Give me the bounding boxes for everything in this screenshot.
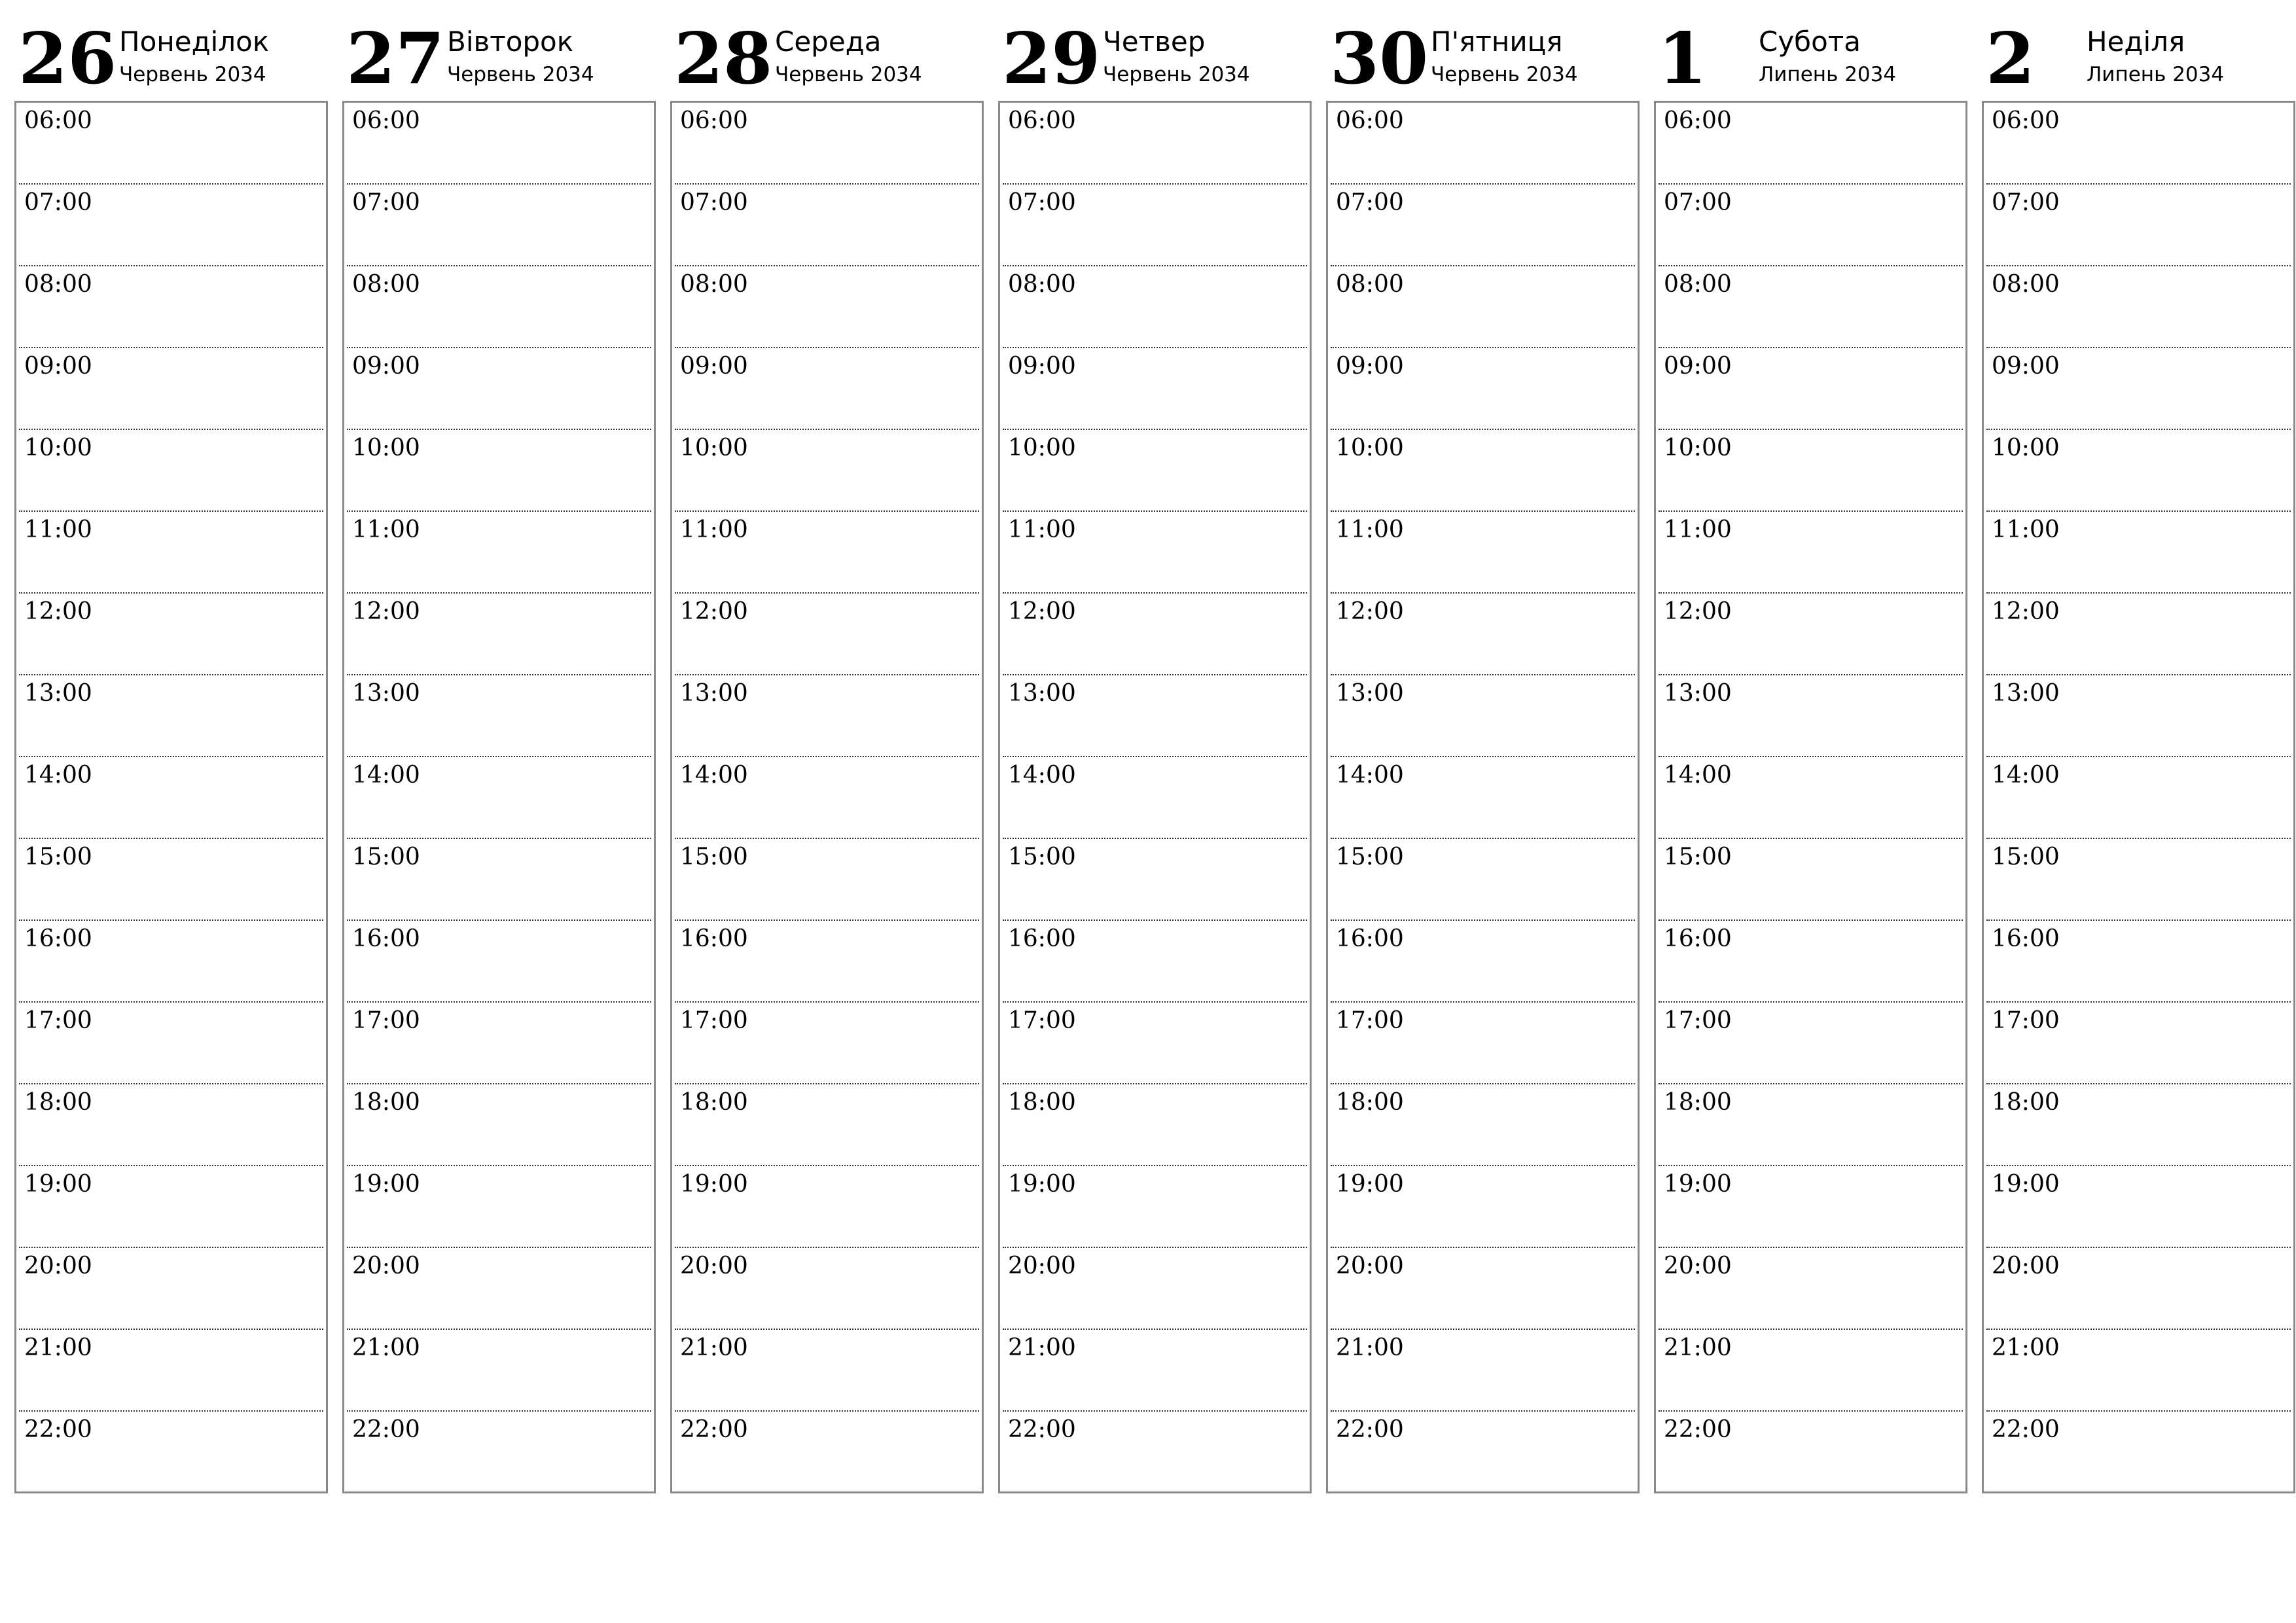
day-header <box>998 18 1312 101</box>
day-header <box>342 18 656 101</box>
time-slot[interactable] <box>347 430 651 512</box>
time-label: 14:00 <box>1992 762 2060 789</box>
time-slot[interactable] <box>19 1003 323 1084</box>
time-label: 11:00 <box>680 516 748 543</box>
time-label: 12:00 <box>24 598 92 625</box>
time-slot[interactable] <box>347 921 651 1003</box>
time-label: 08:00 <box>1008 271 1076 298</box>
time-label: 08:00 <box>1992 271 2060 298</box>
month-year-label: Червень 2034 <box>119 63 266 86</box>
day-schedule-box <box>1982 101 2295 1493</box>
day-number: 29 <box>1002 18 1101 100</box>
time-slot[interactable] <box>1659 103 1963 185</box>
time-label: 19:00 <box>1008 1171 1076 1198</box>
time-label: 13:00 <box>680 680 748 707</box>
day-column <box>998 18 1312 1493</box>
time-slot[interactable] <box>1986 1248 2291 1330</box>
time-label: 07:00 <box>1664 189 1732 216</box>
time-label: 18:00 <box>24 1089 92 1116</box>
time-slot[interactable] <box>19 1330 323 1412</box>
time-slot[interactable] <box>19 757 323 839</box>
time-label: 20:00 <box>1336 1253 1404 1279</box>
time-label: 12:00 <box>1008 598 1076 625</box>
time-label: 13:00 <box>352 680 420 707</box>
day-column <box>14 18 328 1493</box>
time-slot[interactable] <box>1331 839 1635 921</box>
time-slot[interactable] <box>1986 921 2291 1003</box>
time-label: 07:00 <box>1008 189 1076 216</box>
time-slot[interactable] <box>347 103 651 185</box>
day-schedule-box <box>998 101 1312 1493</box>
day-column <box>1326 18 1640 1493</box>
time-label: 08:00 <box>24 271 92 298</box>
time-slot[interactable] <box>1331 1330 1635 1412</box>
time-slot[interactable] <box>19 1084 323 1166</box>
time-label: 17:00 <box>1664 1007 1732 1034</box>
time-slot[interactable] <box>1986 1084 2291 1166</box>
time-label: 06:00 <box>1336 107 1404 134</box>
time-slot[interactable] <box>1003 675 1307 757</box>
time-slot[interactable] <box>1003 757 1307 839</box>
time-slot[interactable] <box>675 675 979 757</box>
day-number: 2 <box>1986 18 2036 100</box>
time-slot[interactable] <box>347 1330 651 1412</box>
time-slot[interactable] <box>1986 1330 2291 1412</box>
time-slot[interactable] <box>347 1084 651 1166</box>
time-label: 10:00 <box>1336 435 1404 461</box>
time-slot[interactable] <box>1003 185 1307 266</box>
time-label: 13:00 <box>24 680 92 707</box>
time-label: 22:00 <box>24 1416 92 1443</box>
time-label: 20:00 <box>1992 1253 2060 1279</box>
time-label: 11:00 <box>352 516 420 543</box>
time-label: 13:00 <box>1992 680 2060 707</box>
time-label: 16:00 <box>1336 925 1404 952</box>
time-label: 11:00 <box>1992 516 2060 543</box>
time-label: 20:00 <box>24 1253 92 1279</box>
month-year-label: Червень 2034 <box>1431 63 1578 86</box>
time-slot[interactable] <box>1986 675 2291 757</box>
time-slot[interactable] <box>1003 921 1307 1003</box>
time-label: 09:00 <box>1008 353 1076 380</box>
day-number: 26 <box>18 18 117 100</box>
time-label: 10:00 <box>24 435 92 461</box>
time-slot[interactable] <box>347 839 651 921</box>
time-label: 19:00 <box>1664 1171 1732 1198</box>
time-slot[interactable] <box>1331 266 1635 348</box>
time-slot[interactable] <box>1659 1248 1963 1330</box>
time-label: 20:00 <box>680 1253 748 1279</box>
time-label: 15:00 <box>1992 844 2060 870</box>
time-slot[interactable] <box>1659 675 1963 757</box>
day-schedule-box <box>342 101 656 1493</box>
time-label: 12:00 <box>1336 598 1404 625</box>
day-schedule-box <box>1654 101 1967 1493</box>
day-name: П'ятниця <box>1431 26 1563 58</box>
time-slot[interactable] <box>1331 1003 1635 1084</box>
time-label: 18:00 <box>1008 1089 1076 1116</box>
time-label: 08:00 <box>1664 271 1732 298</box>
time-label: 22:00 <box>1008 1416 1076 1443</box>
time-label: 06:00 <box>680 107 748 134</box>
time-slot[interactable] <box>347 675 651 757</box>
time-slot[interactable] <box>1659 1003 1963 1084</box>
time-label: 15:00 <box>24 844 92 870</box>
time-slot[interactable] <box>1003 512 1307 594</box>
time-slot[interactable] <box>1986 839 2291 921</box>
time-label: 19:00 <box>680 1171 748 1198</box>
time-slot[interactable] <box>1003 594 1307 675</box>
time-slot[interactable] <box>675 921 979 1003</box>
time-label: 12:00 <box>1992 598 2060 625</box>
time-slot[interactable] <box>675 1248 979 1330</box>
time-slot[interactable] <box>1659 185 1963 266</box>
time-label: 17:00 <box>352 1007 420 1034</box>
time-label: 22:00 <box>680 1416 748 1443</box>
time-slot[interactable] <box>19 1412 323 1493</box>
time-slot[interactable] <box>347 266 651 348</box>
time-label: 19:00 <box>24 1171 92 1198</box>
time-label: 19:00 <box>1992 1171 2060 1198</box>
time-slot[interactable] <box>675 1084 979 1166</box>
day-name: Субота <box>1759 26 1861 58</box>
time-slot[interactable] <box>1986 594 2291 675</box>
time-label: 07:00 <box>1992 189 2060 216</box>
day-header <box>1654 18 1967 101</box>
time-label: 14:00 <box>24 762 92 789</box>
time-slot[interactable] <box>347 1003 651 1084</box>
time-slot[interactable] <box>1003 430 1307 512</box>
time-label: 15:00 <box>352 844 420 870</box>
time-slot[interactable] <box>1659 1330 1963 1412</box>
time-slot[interactable] <box>19 1166 323 1248</box>
time-label: 10:00 <box>1008 435 1076 461</box>
time-label: 06:00 <box>1008 107 1076 134</box>
time-slot[interactable] <box>19 675 323 757</box>
time-label: 08:00 <box>1336 271 1404 298</box>
time-label: 18:00 <box>1992 1089 2060 1116</box>
time-slot[interactable] <box>1003 1412 1307 1493</box>
day-schedule-box <box>14 101 328 1493</box>
month-year-label: Липень 2034 <box>1759 63 1897 86</box>
time-label: 11:00 <box>24 516 92 543</box>
time-label: 17:00 <box>1008 1007 1076 1034</box>
time-slot[interactable] <box>347 1412 651 1493</box>
time-label: 16:00 <box>24 925 92 952</box>
time-slot[interactable] <box>1331 1166 1635 1248</box>
time-label: 16:00 <box>1664 925 1732 952</box>
time-label: 09:00 <box>1992 353 2060 380</box>
time-label: 12:00 <box>680 598 748 625</box>
time-slot[interactable] <box>1659 1412 1963 1493</box>
time-slot[interactable] <box>19 430 323 512</box>
time-slot[interactable] <box>1331 1084 1635 1166</box>
day-number: 28 <box>674 18 773 100</box>
time-slot[interactable] <box>1331 430 1635 512</box>
time-slot[interactable] <box>1659 1084 1963 1166</box>
time-label: 21:00 <box>1664 1334 1732 1361</box>
time-label: 07:00 <box>24 189 92 216</box>
time-label: 19:00 <box>352 1171 420 1198</box>
time-label: 06:00 <box>1664 107 1732 134</box>
time-label: 08:00 <box>680 271 748 298</box>
day-column <box>342 18 656 1493</box>
time-slot[interactable] <box>1659 921 1963 1003</box>
time-label: 10:00 <box>1664 435 1732 461</box>
time-label: 08:00 <box>352 271 420 298</box>
time-slot[interactable] <box>1659 594 1963 675</box>
time-label: 16:00 <box>680 925 748 952</box>
time-label: 14:00 <box>1336 762 1404 789</box>
day-name: Четвер <box>1103 26 1206 58</box>
month-year-label: Червень 2034 <box>775 63 922 86</box>
time-slot[interactable] <box>1003 103 1307 185</box>
time-label: 22:00 <box>1664 1416 1732 1443</box>
time-label: 21:00 <box>680 1334 748 1361</box>
time-label: 15:00 <box>1664 844 1732 870</box>
day-header <box>1982 18 2295 101</box>
time-slot[interactable] <box>1986 348 2291 430</box>
time-slot[interactable] <box>1003 266 1307 348</box>
time-slot[interactable] <box>347 1248 651 1330</box>
time-slot[interactable] <box>1986 1412 2291 1493</box>
time-label: 17:00 <box>1336 1007 1404 1034</box>
time-slot[interactable] <box>347 757 651 839</box>
time-label: 22:00 <box>352 1416 420 1443</box>
day-column <box>1982 18 2295 1493</box>
time-slot[interactable] <box>1331 1248 1635 1330</box>
time-label: 06:00 <box>352 107 420 134</box>
time-label: 09:00 <box>1664 353 1732 380</box>
day-schedule-box <box>1326 101 1640 1493</box>
time-label: 18:00 <box>1336 1089 1404 1116</box>
time-slot[interactable] <box>1659 839 1963 921</box>
time-slot[interactable] <box>1331 1412 1635 1493</box>
time-slot[interactable] <box>1331 921 1635 1003</box>
time-slot[interactable] <box>675 839 979 921</box>
time-slot[interactable] <box>1986 430 2291 512</box>
time-slot[interactable] <box>1331 512 1635 594</box>
time-slot[interactable] <box>1003 839 1307 921</box>
time-slot[interactable] <box>19 921 323 1003</box>
month-year-label: Червень 2034 <box>447 63 594 86</box>
time-slot[interactable] <box>675 757 979 839</box>
time-slot[interactable] <box>1331 103 1635 185</box>
time-label: 11:00 <box>1664 516 1732 543</box>
time-label: 18:00 <box>680 1089 748 1116</box>
time-label: 15:00 <box>680 844 748 870</box>
day-name: Понеділок <box>119 26 270 58</box>
time-label: 07:00 <box>352 189 420 216</box>
time-slot[interactable] <box>675 1330 979 1412</box>
time-label: 06:00 <box>1992 107 2060 134</box>
time-slot[interactable] <box>1986 266 2291 348</box>
time-slot[interactable] <box>1659 348 1963 430</box>
time-slot[interactable] <box>1659 430 1963 512</box>
day-column <box>1654 18 1967 1493</box>
time-slot[interactable] <box>675 1412 979 1493</box>
time-slot[interactable] <box>1003 1084 1307 1166</box>
time-slot[interactable] <box>347 348 651 430</box>
month-year-label: Липень 2034 <box>2087 63 2225 86</box>
time-label: 14:00 <box>352 762 420 789</box>
time-slot[interactable] <box>1331 675 1635 757</box>
time-slot[interactable] <box>19 348 323 430</box>
time-label: 13:00 <box>1008 680 1076 707</box>
time-slot[interactable] <box>19 185 323 266</box>
time-label: 14:00 <box>1664 762 1732 789</box>
time-label: 18:00 <box>1664 1089 1732 1116</box>
time-label: 19:00 <box>1336 1171 1404 1198</box>
time-slot[interactable] <box>347 1166 651 1248</box>
time-slot[interactable] <box>1659 1166 1963 1248</box>
time-label: 15:00 <box>1008 844 1076 870</box>
day-number: 30 <box>1330 18 1429 100</box>
day-header <box>670 18 984 101</box>
time-slot[interactable] <box>1003 348 1307 430</box>
day-name: Неділя <box>2087 26 2185 58</box>
time-label: 11:00 <box>1336 516 1404 543</box>
time-label: 09:00 <box>24 353 92 380</box>
month-year-label: Червень 2034 <box>1103 63 1250 86</box>
day-column <box>670 18 984 1493</box>
time-label: 17:00 <box>24 1007 92 1034</box>
time-slot[interactable] <box>675 430 979 512</box>
time-slot[interactable] <box>1986 1003 2291 1084</box>
time-label: 16:00 <box>1008 925 1076 952</box>
time-slot[interactable] <box>1986 185 2291 266</box>
time-label: 18:00 <box>352 1089 420 1116</box>
time-slot[interactable] <box>347 185 651 266</box>
time-slot[interactable] <box>1986 757 2291 839</box>
day-header <box>1326 18 1640 101</box>
time-label: 21:00 <box>352 1334 420 1361</box>
time-slot[interactable] <box>675 1003 979 1084</box>
time-slot[interactable] <box>1331 348 1635 430</box>
time-label: 16:00 <box>1992 925 2060 952</box>
time-slot[interactable] <box>1003 1166 1307 1248</box>
time-slot[interactable] <box>675 266 979 348</box>
time-label: 07:00 <box>680 189 748 216</box>
time-slot[interactable] <box>1003 1248 1307 1330</box>
time-slot[interactable] <box>347 512 651 594</box>
time-label: 21:00 <box>1992 1334 2060 1361</box>
time-label: 10:00 <box>680 435 748 461</box>
time-label: 10:00 <box>1992 435 2060 461</box>
time-slot[interactable] <box>675 348 979 430</box>
time-label: 14:00 <box>680 762 748 789</box>
time-label: 12:00 <box>1664 598 1732 625</box>
time-label: 09:00 <box>352 353 420 380</box>
time-label: 21:00 <box>1336 1334 1404 1361</box>
time-label: 17:00 <box>1992 1007 2060 1034</box>
time-label: 20:00 <box>1664 1253 1732 1279</box>
time-slot[interactable] <box>1331 185 1635 266</box>
time-label: 09:00 <box>680 353 748 380</box>
day-number: 27 <box>346 18 445 100</box>
time-slot[interactable] <box>19 594 323 675</box>
weekly-planner <box>14 18 2283 1493</box>
day-header <box>14 18 328 101</box>
time-slot[interactable] <box>1003 1003 1307 1084</box>
time-label: 13:00 <box>1664 680 1732 707</box>
time-slot[interactable] <box>675 103 979 185</box>
time-label: 17:00 <box>680 1007 748 1034</box>
time-slot[interactable] <box>1659 266 1963 348</box>
time-slot[interactable] <box>675 594 979 675</box>
time-slot[interactable] <box>1331 757 1635 839</box>
day-number: 1 <box>1658 18 1708 100</box>
day-name: Середа <box>775 26 882 58</box>
time-slot[interactable] <box>19 839 323 921</box>
time-label: 21:00 <box>24 1334 92 1361</box>
time-label: 20:00 <box>352 1253 420 1279</box>
time-slot[interactable] <box>1003 1330 1307 1412</box>
time-label: 12:00 <box>352 598 420 625</box>
time-label: 15:00 <box>1336 844 1404 870</box>
time-label: 14:00 <box>1008 762 1076 789</box>
time-label: 10:00 <box>352 435 420 461</box>
time-label: 06:00 <box>24 107 92 134</box>
day-schedule-box <box>670 101 984 1493</box>
time-slot[interactable] <box>19 1248 323 1330</box>
time-label: 20:00 <box>1008 1253 1076 1279</box>
time-slot[interactable] <box>1986 512 2291 594</box>
time-label: 22:00 <box>1992 1416 2060 1443</box>
time-slot[interactable] <box>19 266 323 348</box>
time-slot[interactable] <box>1659 512 1963 594</box>
time-slot[interactable] <box>1986 1166 2291 1248</box>
time-label: 11:00 <box>1008 516 1076 543</box>
time-label: 13:00 <box>1336 680 1404 707</box>
time-slot[interactable] <box>1986 103 2291 185</box>
time-slot[interactable] <box>347 594 651 675</box>
time-slot[interactable] <box>19 103 323 185</box>
time-label: 07:00 <box>1336 189 1404 216</box>
time-slot[interactable] <box>675 185 979 266</box>
time-slot[interactable] <box>1331 594 1635 675</box>
time-label: 16:00 <box>352 925 420 952</box>
time-slot[interactable] <box>675 512 979 594</box>
time-slot[interactable] <box>19 512 323 594</box>
time-label: 22:00 <box>1336 1416 1404 1443</box>
time-slot[interactable] <box>1659 757 1963 839</box>
time-label: 09:00 <box>1336 353 1404 380</box>
day-name: Вівторок <box>447 26 574 58</box>
time-slot[interactable] <box>675 1166 979 1248</box>
time-label: 21:00 <box>1008 1334 1076 1361</box>
